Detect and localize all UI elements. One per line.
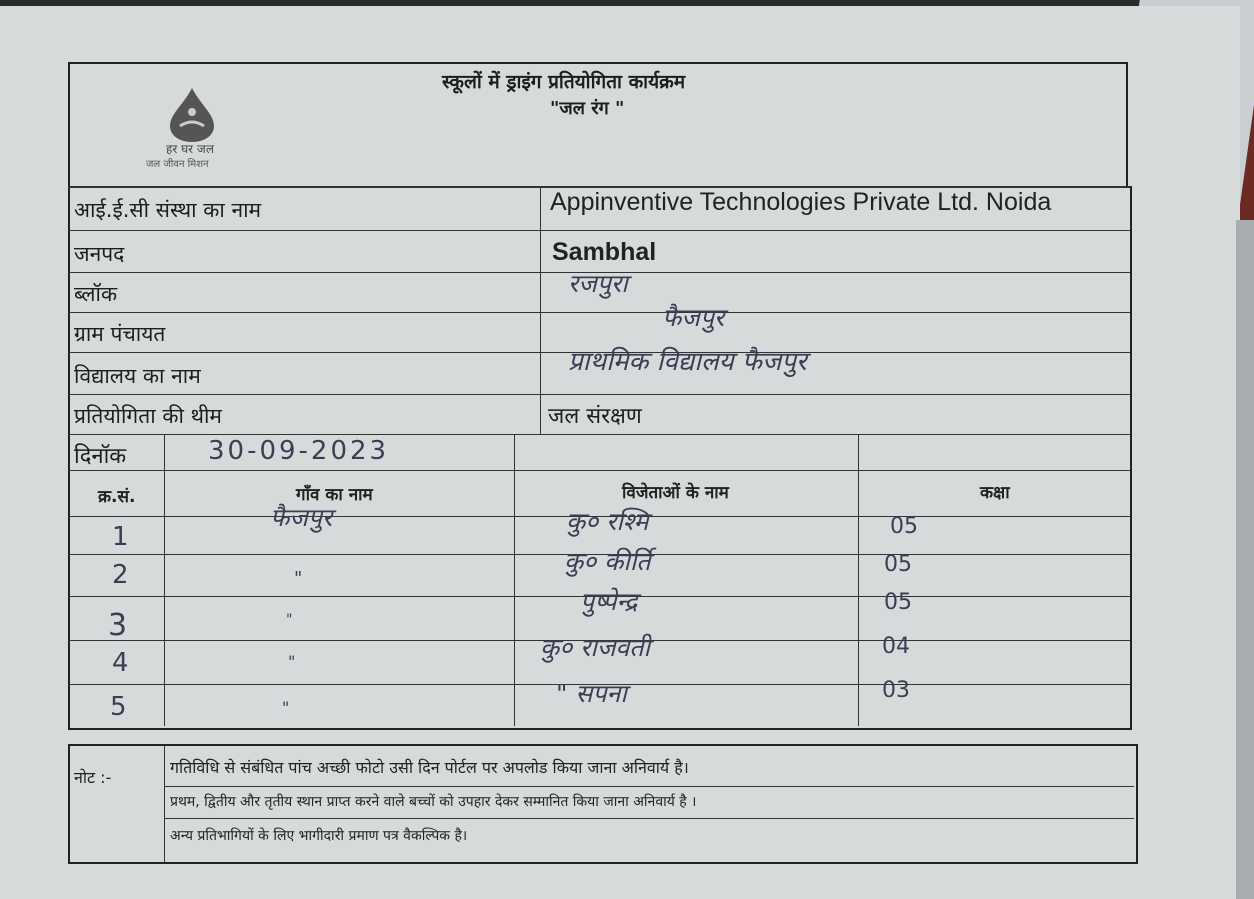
table-row-5-sn: 5 <box>110 692 127 722</box>
water-drop-icon <box>140 82 250 142</box>
school-label: विद्यालय का नाम <box>74 364 201 388</box>
table-row-2-sn: 2 <box>112 560 129 590</box>
theme-label: प्रतियोगिता की थीम <box>74 404 222 428</box>
notes-label: नोट :- <box>74 768 112 787</box>
col-header-winners: विजेताओं के नाम <box>622 483 729 503</box>
district-label: जनपद <box>74 242 125 266</box>
date-value: 30-09-2023 <box>208 436 390 466</box>
iec-label: आई.ई.सी संस्था का नाम <box>74 198 262 222</box>
date-label: दिनॉक <box>74 444 127 469</box>
table-row-3-name: पुष्पेन्द्र <box>580 587 638 616</box>
col-header-village: गाँव का नाम <box>296 485 373 505</box>
logo-text-2: जल जीवन मिशन <box>146 159 209 170</box>
table-row-3-sn: 3 <box>108 608 128 643</box>
table-row-3-class: 05 <box>884 590 912 615</box>
col-header-sn: क्र.सं. <box>98 487 136 507</box>
note-item-2: प्रथम, द्वितीय और तृतीय स्थान प्राप्त करने वाले बच्चों को उपहार देकर सम्मानित किया जाना अनिवार्य है । <box>170 794 697 810</box>
table-row-5-name: " सपना <box>556 679 627 708</box>
table-row-1-sn: 1 <box>112 522 129 552</box>
col-header-class: कक्षा <box>980 483 1010 503</box>
theme-value: जल संरक्षण <box>548 404 642 429</box>
table-row-1-name: कु० रश्मि <box>566 507 649 536</box>
table-row-5-village: " <box>282 698 290 717</box>
block-value: रजपुरा <box>568 269 628 298</box>
school-value: प्राथमिक विद्यालय फैजपुर <box>568 347 807 377</box>
table-row-4-sn: 4 <box>112 648 129 678</box>
page-title: स्कूलों में ड्राइंग प्रतियोगिता कार्यक्रम <box>442 71 686 93</box>
table-row-4-name: कु० राजवती <box>540 633 651 662</box>
note-item-3: अन्य प्रतिभागियों के लिए भागीदारी प्रमाण पत्र वैकल्पिक है। <box>170 828 468 844</box>
table-row-1-class: 05 <box>890 514 918 539</box>
panchayat-label: ग्राम पंचायत <box>74 322 166 346</box>
table-row-2-village: " <box>294 568 303 589</box>
block-label: ब्लॉक <box>74 282 118 306</box>
page-subtitle: "जल रंग " <box>550 98 625 119</box>
table-row-4-class: 04 <box>882 634 910 659</box>
table-row-5-class: 03 <box>882 678 910 703</box>
table-row-3-village: " <box>286 612 293 628</box>
note-item-1: गतिविधि से संबंधित पांच अच्छी फोटो उसी दिन पोर्टल पर अपलोड किया जाना अनिवार्य है। <box>170 758 689 777</box>
table-row-2-name: कु० कीर्ति <box>564 547 651 576</box>
district-value: Sambhal <box>552 238 657 266</box>
table-row-4-village: " <box>288 652 296 671</box>
logo-text-1: हर घर जल <box>166 142 214 156</box>
jal-jeevan-mission-logo <box>140 82 250 172</box>
table-row-1-village: फैजपुर <box>270 503 333 532</box>
iec-value: Appinventive Technologies Private Ltd. Noida <box>550 188 1052 216</box>
panchayat-value: फैजपुर <box>662 303 725 332</box>
table-row-2-class: 05 <box>884 552 912 577</box>
